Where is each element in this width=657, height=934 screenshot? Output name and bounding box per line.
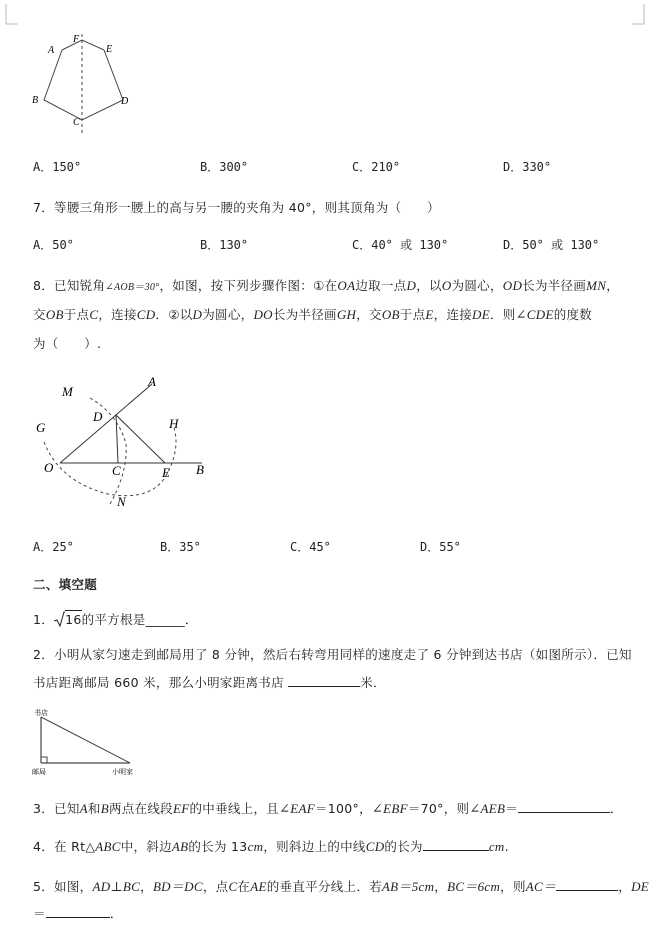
fill-question-5-line2: ＝ ． [33,906,123,921]
answer-blank-5a[interactable] [556,879,618,891]
fig6-label-b: B [32,95,39,106]
q7-option-d[interactable]: D．50° 或 130° [503,238,600,252]
q8-stem-line1: 8．已知锐角∠AOB＝30°，如图，按下列步骤作图：①在OA边取一点D，以O为圆心，OD长为半径画MN， [33,278,620,293]
q6-option-a[interactable]: A．150° [33,160,82,174]
q6-option-c[interactable]: C．210° [352,160,401,174]
fig8-label-n: N [117,494,126,509]
fig8-label-o: O [44,460,54,475]
fig6-label-f: F [73,34,80,45]
fig6-label-d: D [121,96,129,107]
fig8-label-c: C [112,463,121,478]
label-bookstore: 书店 [34,709,48,717]
q7-option-b[interactable]: B．130° [200,238,249,252]
fig6-label-e: E [106,44,113,55]
route-right-triangle-figure [30,707,150,779]
fig8-label-g: G [36,420,46,435]
fill-question-1: 1． 16的平方根是______． [33,612,198,627]
fig8-label-m: M [62,384,73,399]
answer-blank-4[interactable] [423,839,489,851]
fill-question-5-line1: 5．如图，AD⊥BC，BD＝DC，点C在AE的垂直平分线上．若AB＝5cm，BC＝6cm，则AC＝ ，DE [33,879,650,894]
fig6-label-c: C [73,117,80,128]
fig8-label-b: B [196,462,204,477]
q8-option-a[interactable]: A．25° [33,540,74,554]
q6-option-b[interactable]: B．300° [200,160,249,174]
fill-question-4: 4．在 Rt△ABC中，斜边AB的长为 13cm，则斜边上的中线CD的长为 cm. [33,839,509,854]
fig8-label-h: H [169,416,179,431]
fill-question-2-line1: 2．小明从家匀速走到邮局用了 8 分钟，然后右转弯用同样的速度走了 6 分钟到达书店（如图所示）．已知 [33,647,632,662]
answer-blank-3[interactable] [518,801,610,813]
q8-stem-line3: 为（ ）. [33,336,102,351]
q8-option-c[interactable]: C．45° [290,540,331,554]
fill-question-3: 3．已知A和B两点在线段EF的中垂线上，且∠EAF＝100°，∠EBF＝70°，则∠AEB＝ ． [33,801,623,816]
label-xiaoming-home: 小明家 [112,768,133,776]
heptagon-figure [28,30,138,140]
q8-option-b[interactable]: B．35° [160,540,201,554]
q7-option-a[interactable]: A．50° [33,238,74,252]
fig8-label-e: E [162,465,170,480]
section-heading-fill-in: 二、填空题 [33,577,98,592]
q6-option-d[interactable]: D．330° [503,160,552,174]
q7-option-c[interactable]: C．40° 或 130° [352,238,449,252]
q7-stem: 7．等腰三角形一腰上的高与另一腰的夹角为 40°，则其顶角为（ ） [33,200,440,215]
page-corner-mark-left [4,4,18,26]
angle-construction-figure [30,372,220,512]
q8-option-d[interactable]: D．55° [420,540,461,554]
answer-blank-5b[interactable] [46,906,110,918]
sqrt-radical-sign [54,611,65,627]
q8-stem-line2: 交OB于点C，连接CD．②以D为圆心，DO长为半径画GH，交OB于点E，连接DE．则∠CDE的度数 [33,307,593,322]
sqrt-radicand: 16 [65,612,82,627]
fill-question-2-line2: 书店距离邮局 660 米，那么小明家距离书店 米． [33,675,386,690]
answer-blank-2[interactable] [288,675,360,687]
fig6-label-a: A [48,45,55,56]
fig8-label-d: D [93,409,103,424]
label-post-office: 邮局 [32,768,46,776]
page-corner-mark-right [632,4,646,26]
fig8-label-a: A [148,374,156,389]
